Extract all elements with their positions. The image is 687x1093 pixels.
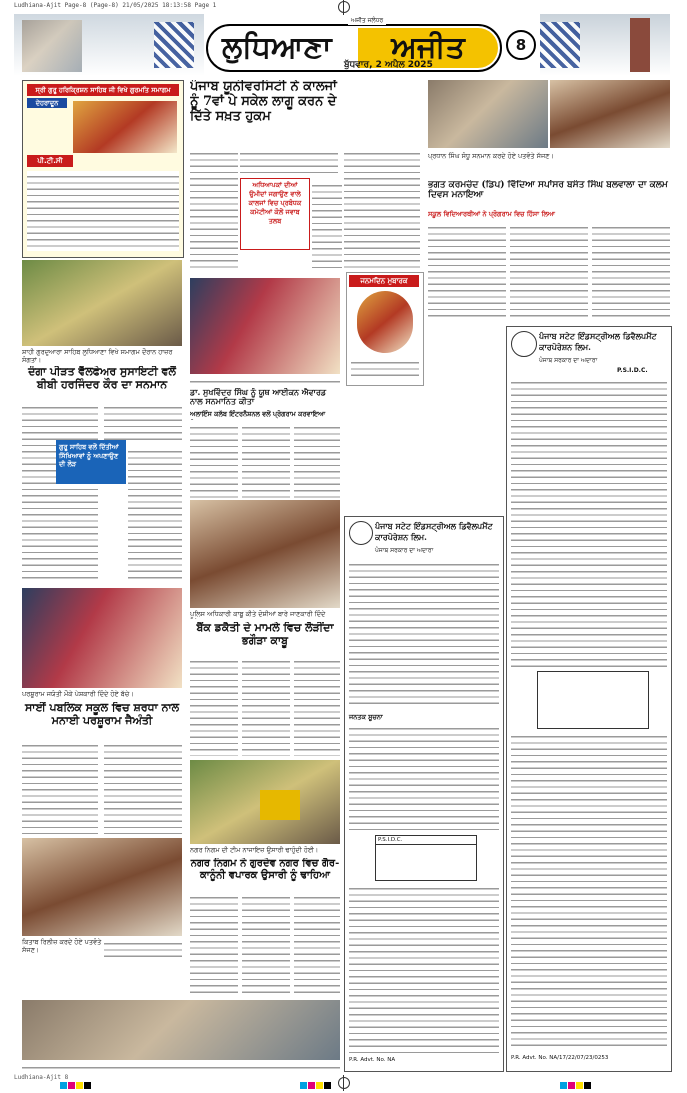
right-top-text-col3 [592, 222, 670, 318]
demolition-text-col1 [190, 892, 238, 996]
lead-text-col1 [190, 148, 238, 268]
lead-text-col2-top [240, 148, 338, 176]
psidc-logo-left [349, 521, 373, 545]
right-top-text-col1 [428, 222, 506, 318]
bank-headline: ਬੈਂਕ ਡਕੈਤੀ ਦੇ ਮਾਮਲੇ ਵਿਚ ਲੋੜੀਂਦਾ ਭਗੌੜਾ ਕਾਬੂ [196, 622, 334, 647]
bank-text-col2 [242, 656, 290, 756]
masthead-left-photo [14, 14, 204, 76]
file-info-bar: Ludhiana-Ajit Page-8 (Page-8) 21/05/2025 18:13:58 Page 1 [14, 2, 217, 9]
golden-temple-photo [73, 101, 177, 153]
left-top-heading: ਸ੍ਰੀ ਗੁਰੂ ਹਰਿਕ੍ਰਿਸ਼ਨ ਸਾਹਿਬ ਜੀ ਵਿਖੇ ਗੁਰਮਤਿ ਸਮਾਗਮ [27, 84, 179, 96]
footer-text: Ludhiana-Ajit 8 [14, 1074, 69, 1081]
gurdwara-event-caption: ਸ਼ਾਹੀ ਗੁਰਦੁਆਰਾ ਸਾਹਿਬ ਲੁਧਿਆਣਾ ਵਿਖੇ ਸਮਾਗਮ ਦੌਰਾਨ ਹਾਜ਼ਰ ਸੰਗਤਾਂ। [22, 348, 173, 364]
sai-school-text-col1 [22, 740, 98, 834]
tender-left-body [349, 723, 499, 831]
birthday-photo [357, 291, 413, 353]
right-top-subhead: ਸਕੂਲ ਵਿਦਿਆਰਥੀਆਂ ਨੇ ਪ੍ਰੋਗਰਾਮ ਵਿਚ ਹਿੱਸਾ ਲਿਆ [428, 210, 555, 218]
riot-victims-text-col1 [22, 402, 98, 582]
tender-right-footer-ref: P.R. Advt. No. NA/17/22/07/23/0253 [511, 1055, 609, 1061]
book-release-caption: ਕਿਤਾਬ ਰਿਲੀਜ਼ ਕਰਦੇ ਹੋਏ ਪਤਵੰਤੇ ਸੱਜਣ। [22, 938, 102, 954]
right-top-headline: ਭਗਤ ਕਰਮਚੰਦ (ਡਿਪ) ਵਿੱਦਿਆ ਸਪਾਂਸਰ ਬਸੰਤ ਸਿੰਘ ਬਲਵਾਲਾ ਦਾ ਕਲਮ ਦਿਵਸ ਮਨਾਇਆ [428, 180, 668, 201]
masthead [14, 14, 670, 76]
right-top-text-col2 [510, 222, 588, 318]
award-photo-caption [190, 376, 340, 386]
color-swatches-left [60, 1074, 92, 1082]
group-photo-bottom [22, 1000, 340, 1060]
masthead-city: ਲੁਧਿਆਣਾ [222, 30, 332, 65]
bank-text-col1 [190, 656, 238, 756]
masthead-pattern-right [540, 22, 580, 68]
group-photo-caption [22, 1062, 340, 1072]
award-headline: ਡਾ. ਸੁਖਵਿੰਦਰ ਸਿੰਘ ਨੂੰ ਯੂਥ ਆਈਕਨ ਐਵਾਰਡ ਨਾਲ ਸਨਮਾਨਿਤ ਕੀਤਾ [190, 388, 327, 407]
right-top-caption: ਪ੍ਰਧਾਨ ਸਿੰਘ ਸੰਧੂ ਸਨਮਾਨ ਕਰਦੇ ਹੋਏ ਪਤਵੰਤੇ ਸੱਜਣ। [428, 152, 554, 160]
left-top-ad [22, 80, 184, 258]
tender-left-body2 [349, 883, 499, 1053]
tender-right-sub: ਪੰਜਾਬ ਸਰਕਾਰ ਦਾ ਅਦਾਰਾ [539, 357, 598, 364]
statue-photo [22, 20, 82, 72]
color-swatches-right [560, 1074, 592, 1082]
award-text-col3 [294, 422, 340, 498]
right-top-photo1 [428, 80, 548, 148]
lead-text-col3 [312, 180, 342, 270]
award-text-col1 [190, 422, 238, 498]
parshuram-caption: ਪਰਸ਼ੂਰਾਮ ਜਯੰਤੀ ਮੌਕੇ ਪੇਸ਼ਕਾਰੀ ਦਿੰਦੇ ਹੋਏ ਬੱਚੇ। [22, 690, 134, 698]
bank-police-photo [190, 500, 340, 608]
book-release-photo [22, 838, 182, 936]
right-top-photo2 [550, 80, 670, 148]
sai-school-text-col2 [104, 740, 182, 834]
psidc-logo-right [511, 331, 537, 357]
masthead-pattern-left [154, 22, 194, 68]
lead-text-col4 [344, 148, 420, 268]
tender-right-table [537, 671, 649, 729]
masthead-small-label: ਅਜੀਤ ਜਲੰਧਰ [348, 17, 386, 25]
award-text-col2 [242, 422, 290, 498]
clock-tower-photo [630, 18, 650, 72]
demolition-photo [190, 760, 340, 844]
tender-notice-left [344, 516, 504, 1072]
birthday-text [351, 357, 419, 381]
left-top-tag2: ਪੀ.ਟੀ.ਸੀ [27, 155, 73, 167]
award-subhead: ਅਲਾਇੰਸ ਕਲੱਬ ਇੰਟਰਨੈਸ਼ਨਲ ਵਲੋਂ ਪ੍ਰੋਗਰਾਮ ਕਰਵਾਇਆ [190, 410, 326, 418]
gurdwara-event-photo [22, 260, 182, 346]
tender-right-body [511, 377, 667, 667]
riot-victims-pullquote: ਗੁਰੂ ਸਾਹਿਬ ਵਲੋਂ ਦਿੱਤੀਆਂ ਸਿੱਖਿਆਵਾਂ ਨੂੰ ਅਪਣਾਉਣ ਦੀ ਲੋੜ [56, 440, 126, 484]
riot-victims-headline: ਦੰਗਾ ਪੀੜਤ ਵੈੱਲਫੇਅਰ ਸੁਸਾਇਟੀ ਵਲੋਂ ਬੀਬੀ ਹਰਜਿੰਦਰ ਕੌਰ ਦਾ ਸਨਮਾਨ [28, 366, 176, 391]
bank-text-col3 [294, 656, 340, 756]
tender-left-addresses [349, 559, 499, 709]
page-number: 8 [506, 30, 536, 60]
demolition-caption: ਨਗਰ ਨਿਗਮ ਦੀ ਟੀਮ ਨਾਜਾਇਜ਼ ਉਸਾਰੀ ਢਾਹੁੰਦੀ ਹੋਈ। [190, 846, 319, 854]
masthead-right-photo [540, 14, 670, 76]
tender-left-table-head: P.S.I.D.C. [376, 836, 476, 845]
tender-right-body2 [511, 731, 667, 1051]
left-top-text [27, 171, 179, 251]
tender-right-org: ਪੰਜਾਬ ਸਟੇਟ ਇੰਡਸਟ੍ਰੀਅਲ ਡਿਵੈਲਪਮੈਂਟ ਕਾਰਪੋਰੇਸ਼ਨ ਲਿਮ. [539, 331, 657, 352]
birthday-label: ਜਨਮਦਿਨ ਮੁਬਾਰਕ [349, 275, 419, 287]
riot-victims-text-col3 [128, 446, 182, 582]
tender-left-table [375, 835, 477, 881]
left-top-tag: ਦੇਹਰਾਦੂਨ [27, 98, 67, 108]
parshuram-jayanti-photo [22, 588, 182, 688]
demolition-headline: ਨਗਰ ਨਿਗਮ ਨੇ ਗੁਰਦੇਵ ਨਗਰ ਵਿਚ ਗੈਰ-ਕਾਨੂੰਨੀ ਵਪਾਰਕ ਉਸਾਰੀ ਨੂੰ ਢਾਹਿਆ [190, 858, 340, 881]
registration-mark-bottom [338, 1077, 350, 1089]
sai-school-headline: ਸਾਈਂ ਪਬਲਿਕ ਸਕੂਲ ਵਿਚ ਸ਼ਰਧਾ ਨਾਲ ਮਨਾਈ ਪਰਸ਼ੂਰਾਮ ਜੈਅੰਤੀ [24, 702, 180, 727]
jcb-machine [260, 790, 300, 820]
tender-left-footer-ref: P.R. Advt. No. NA [349, 1057, 396, 1063]
demolition-text-col3 [294, 892, 340, 996]
masthead-date: ਬੁੱਧਵਾਰ, 2 ਅਪੈਲ 2025 [344, 60, 433, 70]
riot-victims-text-col2 [104, 402, 182, 442]
tender-left-sub: ਪੰਜਾਬ ਸਰਕਾਰ ਦਾ ਅਦਾਰਾ [375, 547, 434, 554]
demolition-text-col2 [242, 892, 290, 996]
lead-headline: ਪੰਜਾਬ ਯੂਨੀਵਰਸਿਟੀ ਨੇ ਕਾਲਜਾਂ ਨੂੰ 7ਵਾਂ ਪੇ ਸਕੇਲ ਲਾਗੂ ਕਰਨ ਦੇ ਦਿੱਤੇ ਸਖ਼ਤ ਹੁਕਮ [190, 80, 337, 124]
book-release-text [104, 938, 182, 962]
tender-notice-right [506, 326, 672, 1072]
registration-mark-top [338, 1, 350, 13]
masthead-paper-name: ਅਜੀਤ [358, 28, 498, 68]
lead-pullquote: ਅਧਿਆਪਕਾਂ ਦੀਆਂ ਉਮੀਦਾਂ ਜਗਾਉਣ ਵਾਲੇ ਕਾਲਜਾਂ ਵਿਚ ਪ੍ਰਬੰਧਕ ਕਮੇਟੀਆਂ ਕੋਲੋਂ ਜਵਾਬ ਤਲਬ [240, 178, 310, 250]
award-ceremony-photo [190, 278, 340, 374]
color-swatches-center [300, 1074, 332, 1082]
tender-left-org: ਪੰਜਾਬ ਸਟੇਟ ਇੰਡਸਟ੍ਰੀਅਲ ਡਿਵੈਲਪਮੈਂਟ ਕਾਰਪੋਰੇਸ਼ਨ ਲਿਮ. [375, 521, 493, 542]
tender-right-ref: P.S.I.D.C. [617, 367, 648, 374]
tender-left-notice: ਜਨਤਕ ਸੂਚਨਾ [349, 713, 383, 721]
birthday-box [346, 272, 424, 386]
bank-caption: ਪੁਲਿਸ ਅਧਿਕਾਰੀ ਕਾਬੂ ਕੀਤੇ ਦੋਸ਼ੀਆਂ ਬਾਰੇ ਜਾਣਕਾਰੀ ਦਿੰਦੇ [190, 610, 326, 618]
